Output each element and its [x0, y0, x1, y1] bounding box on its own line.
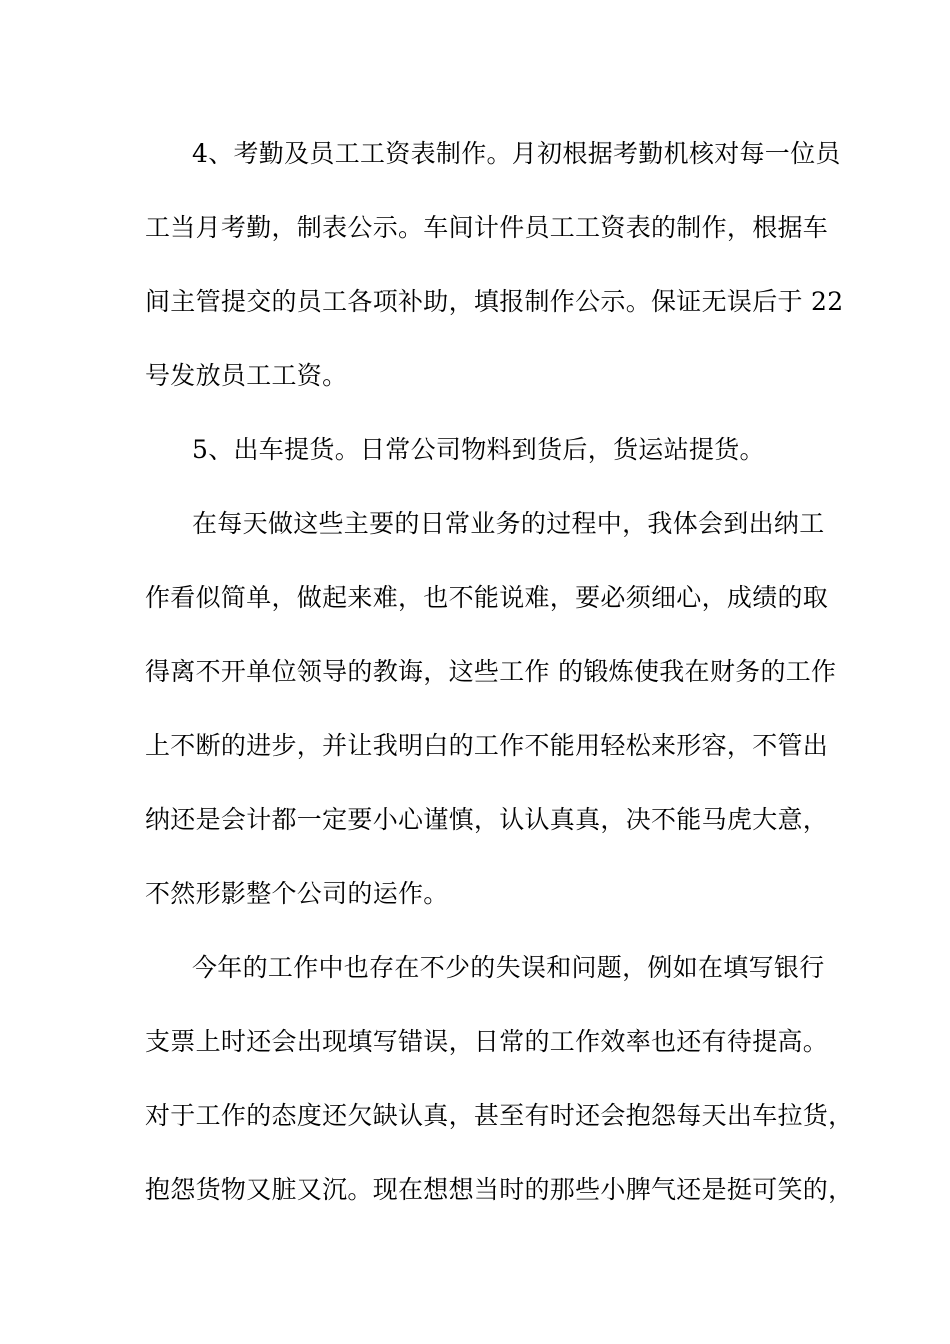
paragraph-4-line-1: 4、考勤及员工工资表制作。月初根据考勤机核对每一位员: [192, 139, 841, 168]
paragraph-6-line-5: 纳还是会计都一定要小心谨慎，认认真真，决不能马虎大意，: [145, 805, 829, 834]
paragraph-4-line-2: 工当月考勤，制表公示。车间计件员工工资表的制作，根据车: [145, 213, 829, 242]
paragraph-6-line-6: 不然形影整个公司的运作。: [145, 879, 449, 908]
paragraph-5-line-1: 5、出车提货。日常公司物料到货后，货运站提货。: [192, 435, 765, 464]
paragraph-7-line-2: 支票上时还会出现填写错误，日常的工作效率也还有待提高。: [145, 1027, 829, 1056]
paragraph-4-line-3: 间主管提交的员工各项补助，填报制作公示。保证无误后于 22: [145, 287, 844, 316]
paragraph-6-line-2: 作看似简单，做起来难，也不能说难，要必须细心，成绩的取: [145, 583, 829, 612]
paragraph-6-line-1: 在每天做这些主要的日常业务的过程中，我体会到出纳工: [192, 509, 825, 538]
paragraph-4-line-4: 号发放员工工资。: [145, 361, 348, 390]
paragraph-7-line-4: 抱怨货物又脏又沉。现在想想当时的那些小脾气还是挺可笑的，: [145, 1175, 854, 1204]
paragraph-6-line-4: 上不断的进步，并让我明白的工作不能用轻松来形容，不管出: [145, 731, 829, 760]
paragraph-7-line-1: 今年的工作中也存在不少的失误和问题，例如在填写银行: [192, 953, 825, 982]
paragraph-7-line-3: 对于工作的态度还欠缺认真，甚至有时还会抱怨每天出车拉货，: [145, 1101, 854, 1130]
paragraph-6-line-3: 得离不开单位领导的教诲，这些工作 的锻炼使我在财务的工作: [145, 657, 837, 686]
